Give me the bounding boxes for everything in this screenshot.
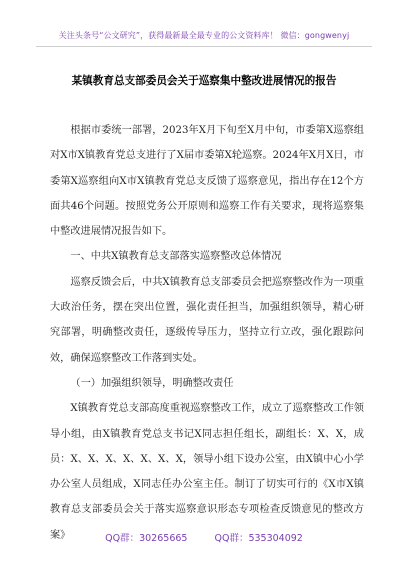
document-body <box>50 118 364 548</box>
paragraph-intro: 根据市委统一部署，2023年X月下旬至X月中旬，市委第X巡察组对X市X镇教育党总支进行了X届市委第X轮巡察。2024年X月X日，市委第X巡察组向X市X镇教育党总支反馈了巡察意见，指出存在12个方面共46个问题。按照党务公开原则和巡察工作有关要求，现将巡察集中整改进展情况报告如下。 <box>50 125 364 238</box>
subsection-heading-1: （一）加强组织领导，明确整改责任 <box>70 377 234 389</box>
footer-qq-right: QQ群：535304092 <box>214 533 303 544</box>
document-title: 某镇教育总支部委员会关于巡察集中整改进展情况的报告 <box>71 75 337 87</box>
footer-contacts <box>0 530 408 544</box>
paragraph-leadership: X镇教育党总支部高度重视巡察整改工作，成立了巡察整改工作领导小组，由X镇教育党总支书记X同志担任组长，副组长：X、X，成员：X、X、X、X、X、X、X，领导小组下设办公室，由X镇中心小学办公室人员组成，X同志任办公室主任。制订了切实可行的《X市X镇教育总支部委员会关于落实巡察意识形态专项检查反馈意见的整改方案》 <box>50 403 364 541</box>
footer-qq-left: QQ群：30265665 <box>105 533 188 544</box>
section-heading-1: 一、中共X镇教育总支部落实巡察整改总体情况 <box>70 251 282 263</box>
header-divider <box>36 46 372 47</box>
paragraph-overview: 巡察反馈会后，中共X镇教育总支部委员会把巡察整改作为一项重大政治任务，摆在突出位置，强化责任担当，加强组织领导，精心研究部署，明确整改责任，逐级传导压力，坚持立行立改，强化跟踪问效，确保巡察整改工作落到实处。 <box>50 276 364 364</box>
header-banner: 关注头条号“公文研究”，获得最新最全最专业的公文资料库！ 微信：gongwenyj <box>58 31 350 40</box>
